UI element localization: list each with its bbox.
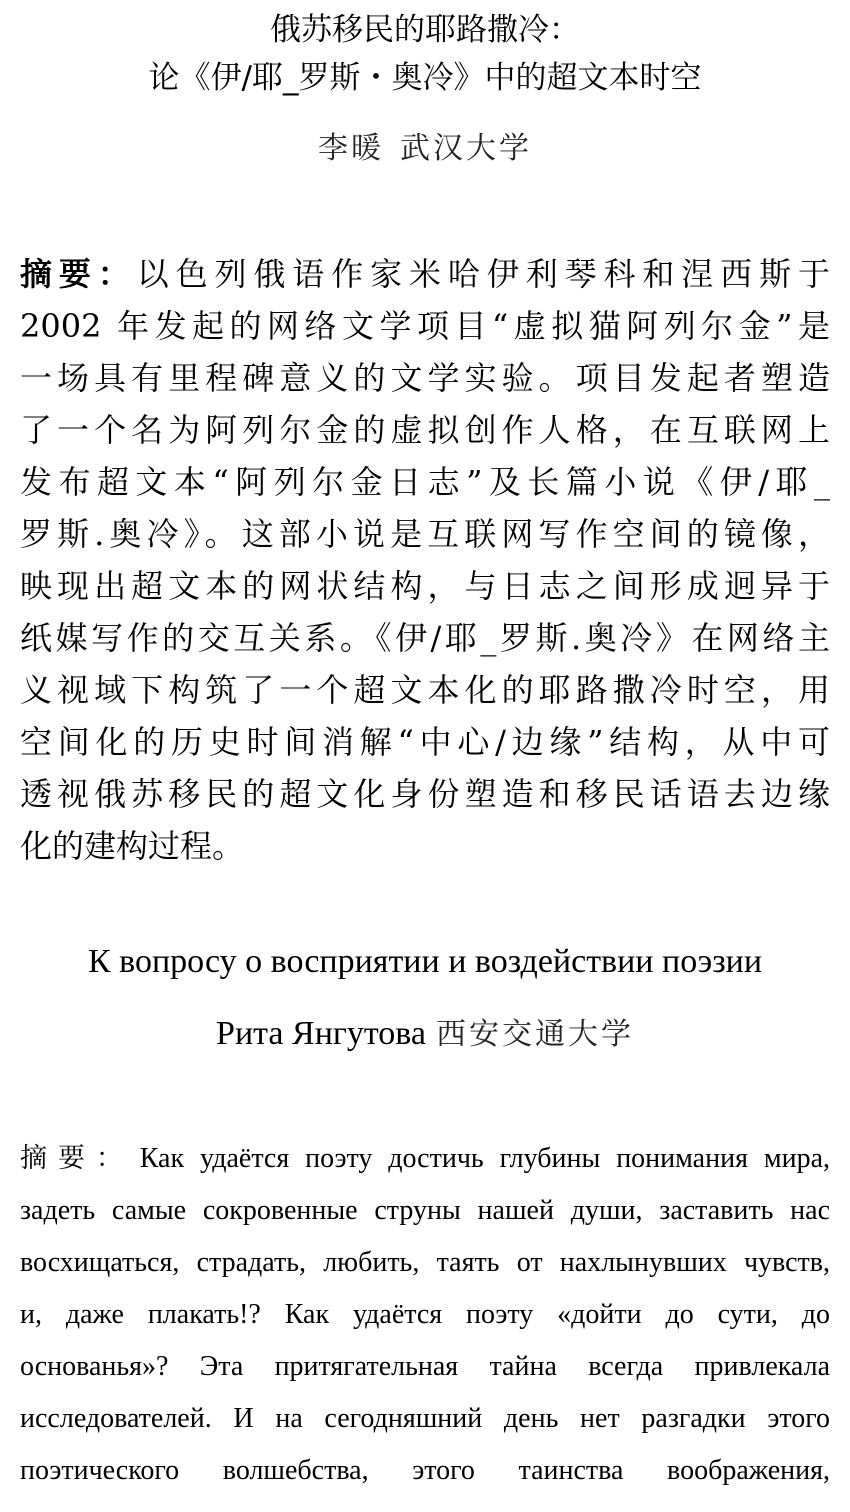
abstract-line: 摘要： Как удаётся поэту достичь глубины понимания мира, [20, 1143, 830, 1174]
article-title-line-1: 俄苏移民的耶路撒冷： [270, 12, 580, 48]
abstract-line: 了一个名为阿列尔金的虚拟创作人格，在互联网上 [20, 411, 830, 449]
russian-article-title: К вопросу о восприятии и воздействии поэзии [87, 943, 763, 980]
abstract-line: 发布超文本“阿列尔金日志”及长篇小说《伊/耶_ [20, 463, 830, 501]
abstract-line: 义视域下构筑了一个超文本化的耶路撒冷时空，用 [20, 671, 830, 709]
abstract-line: 摘要：以色列俄语作家米哈伊利琴科和涅西斯于 [20, 255, 830, 293]
abstract-line: восхищаться, страдать, любить, таять от нахлынувших чувств, [20, 1247, 830, 1278]
abstract-label: 摘要： [20, 255, 137, 293]
abstract-line: основанья»? Эта притягательная тайна всегда привлекала [20, 1351, 830, 1382]
author-affiliation: 武汉大学 [400, 131, 532, 166]
abstract-line: 2002 年发起的网络文学项目“虚拟猫阿列尔金”是 [20, 307, 830, 345]
abstract-line: задеть самые сокровенные струны нашей души, заставить нас [20, 1195, 830, 1226]
abstract-line: 纸媒写作的交互关系。《伊/耶_罗斯.奥冷》在网络主 [20, 619, 830, 657]
abstract-line: и, даже плакать!? Как удаётся поэту «дойти до сути, до [20, 1299, 830, 1330]
author-name: 李暖 [318, 131, 384, 166]
abstract-russian [20, 1133, 830, 1497]
abstract-line: поэтического волшебства, этого таинства воображения, [20, 1455, 830, 1486]
abstract-line: 罗斯.奥冷》。这部小说是互联网写作空间的镜像， [20, 515, 830, 553]
abstract-line: 透视俄苏移民的超文化身份塑造和移民话语去边缘 [20, 775, 830, 813]
abstract-chinese [20, 248, 830, 872]
abstract-line: 映现出超文本的网状结构，与日志之间形成迥异于 [20, 567, 830, 605]
abstract-line: 空间化的历史时间消解“中心/边缘”结构，从中可 [20, 723, 830, 761]
author-affiliation-line [0, 125, 850, 173]
russian-author-affiliation: 西安交通大学 [435, 1017, 634, 1052]
abstract-line: 一场具有里程碑意义的文学实验。项目发起者塑造 [20, 359, 830, 397]
article-title-line-2: 论《伊/耶_罗斯・奥冷》中的超文本时空 [148, 60, 702, 96]
abstract-line: исследователей. И на сегодняшний день нет разгадки этого [20, 1403, 830, 1434]
abstract-label: 摘要： [20, 1143, 134, 1174]
russian-author-line [0, 1010, 850, 1059]
abstract-line: 化的建构过程。 [20, 827, 245, 865]
russian-author-name: Рита Янгутова [216, 1015, 426, 1052]
